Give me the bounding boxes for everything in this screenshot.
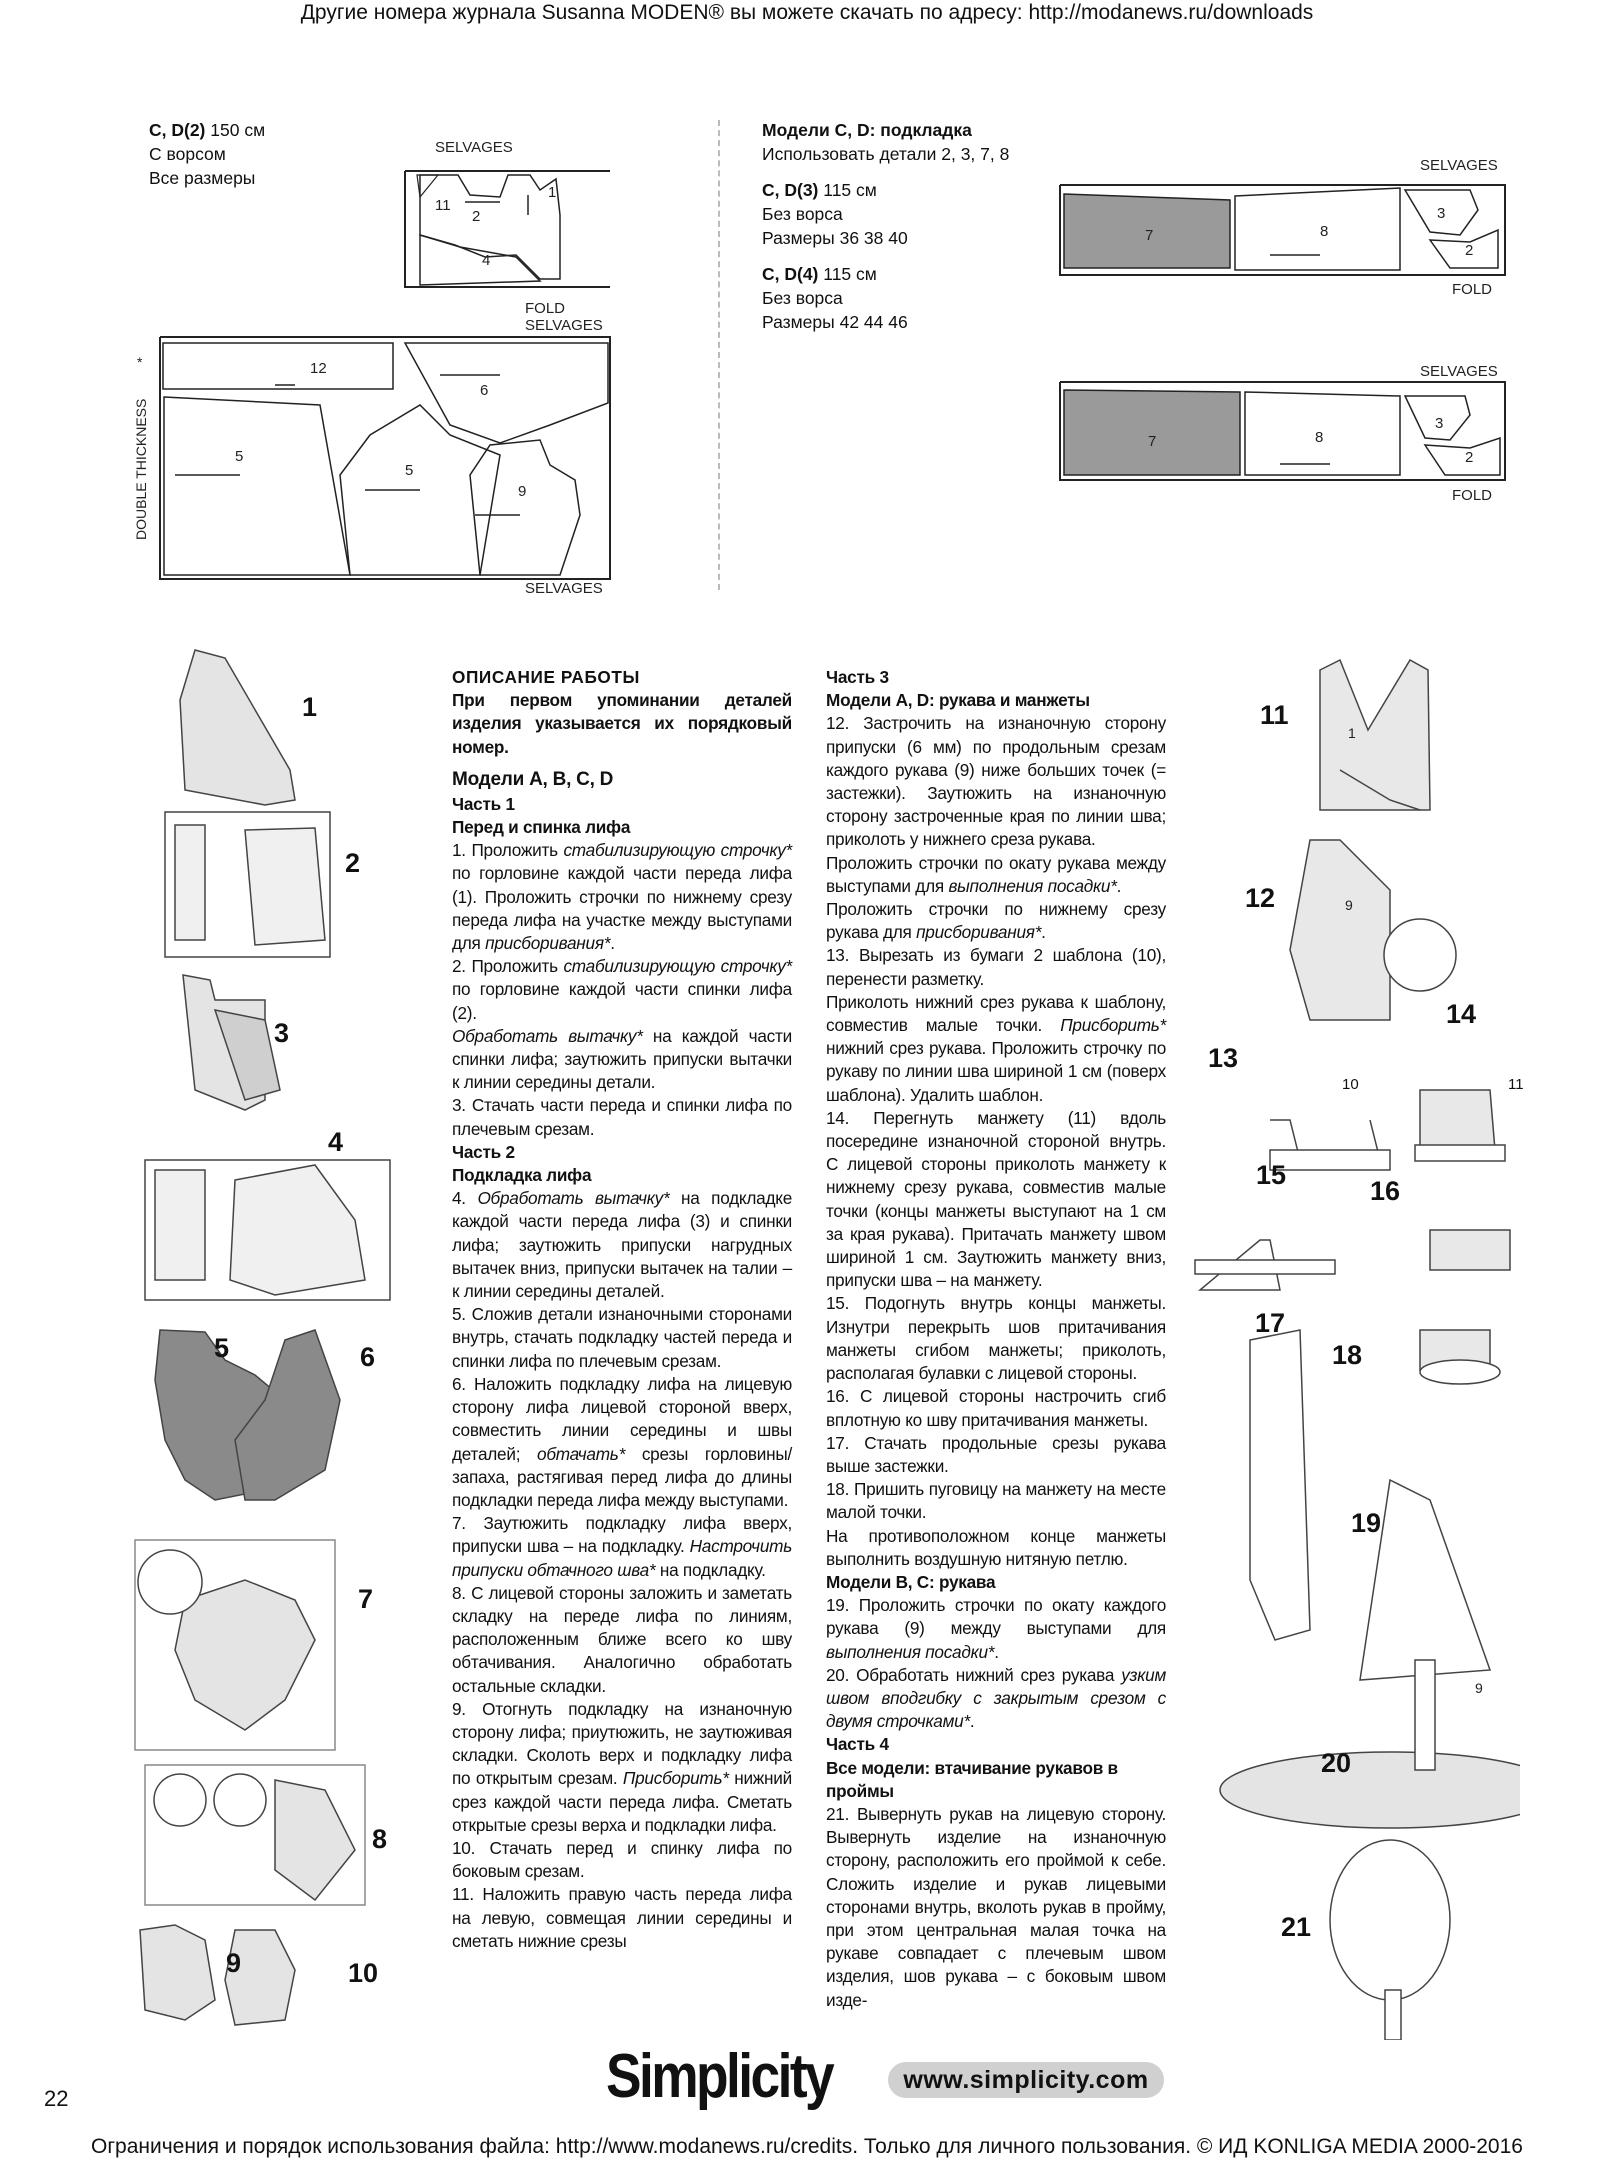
use-parts: Использовать детали 2, 3, 7, 8: [762, 144, 1010, 164]
piece-label: 11: [435, 197, 451, 214]
sizes-note: Размеры 42 44 46: [762, 312, 908, 332]
part-heading: Часть 4: [826, 1734, 889, 1755]
step-3: 3. Стачать части переда и спинки лифа по плечевым срезам.: [452, 1095, 792, 1139]
figure-number: 7: [358, 1584, 374, 1614]
step-7: 7. Заутюжить подкладку лифа вверх, припуски шва – на подкладку. Настрочить припуски обтачного шва* на подкладку.: [452, 1513, 792, 1580]
instructions-column-1: [452, 666, 792, 1953]
selvages-label: SELVAGES: [525, 580, 603, 597]
step-17: 17. Стачать продольные срезы рукава выше застежки.: [826, 1432, 1166, 1476]
part-title: Модели A, D: рукава и манжеты: [826, 690, 1090, 711]
piece-label: 8: [1320, 223, 1329, 240]
piece-label: 3: [1435, 415, 1444, 432]
step-2: 2. Проложить стабилизирующую строчку* по горловине каждой части спинки лифа (2).: [452, 956, 792, 1023]
step-4: 4. Обработать вытачку* на подкладке каждой части переда лифа (3) и спинки лифа; заутюжить припуски нагрудных вытачек вниз, припуски вытачек на талии – к линии середины деталей.: [452, 1188, 793, 1302]
figure-number: 1: [302, 692, 318, 722]
step-12c: Проложить строчки по нижнему срезу рукава для присборивания*.: [826, 899, 1166, 943]
piece-label: 9: [1345, 897, 1353, 913]
figure-number: 19: [1351, 1508, 1382, 1538]
step-20: 20. Обработать нижний срез рукава узким швом вподгибку с закрытым срезом с двумя строчками*.: [826, 1664, 1166, 1732]
size-label: C, D(3): [762, 180, 819, 200]
figure-number: 21: [1281, 1912, 1312, 1942]
step-12: 12. Застрочить на изнаночную сторону припуски (6 мм) по продольным срезам каждого рукава (9) ниже больших точек (= застежки). Заутюжить на изнаночную сторону застроченные края по линии шва; приколоть у нижнего среза рукава.: [826, 713, 1166, 850]
fabric-width: 115 см: [823, 180, 877, 200]
step-21: 21. Вывернуть рукав на лицевую сторону. Вывернуть изделие на изнаночную сторону, расположить его проймой к себе. Сложить изделие и рукав лицевыми сторонами внутрь, вколоть рукав в пройму, при этом центральная малая точка на рукаве совпадает с плечевым швом изделия, шов рукава – с боковым швом изде-: [826, 1803, 1166, 2010]
section-title: ОПИСАНИЕ РАБОТЫ: [452, 667, 640, 687]
nap-note: Без ворса: [762, 204, 843, 224]
models-heading: Модели B, C: рукава: [826, 1571, 996, 1592]
piece-label: 7: [1145, 227, 1154, 244]
figure-number: 5: [214, 1333, 230, 1363]
fabric-width: 150 см: [210, 120, 266, 140]
figure-number: 3: [274, 1018, 290, 1048]
step-10: 10. Стачать перед и спинку лифа по боковым срезам.: [452, 1837, 792, 1882]
figure-number: 16: [1370, 1176, 1401, 1206]
step-14: 14. Перегнуть манжету (11) вдоль посередине изнаночной стороной внутрь. С лицевой стороны приколоть манжету к нижнему срезу рукава, совместив малые точки (концы манжеты выступают на 1 см за края рукава). Притачать манжету швом шириной 1 см. Заутюжить манжету вниз, припуски шва – на манжету.: [826, 1107, 1166, 1291]
step-8: 8. С лицевой стороны заложить и заметать складку на переде лифа по линиям, расположенным ближе всего ко шву обтачивания. Аналогично обработать остальные складки.: [452, 1582, 792, 1696]
size-label: C, D(2): [149, 120, 206, 140]
piece-label: 4: [482, 252, 491, 269]
figure-number: 2: [345, 848, 361, 878]
step-12b: Проложить строчки по окату рукава между выступами для выполнения посадки*.: [826, 852, 1166, 896]
sizes-note: Все размеры: [149, 168, 256, 188]
part-title: Все модели: втачивание рукавов в проймы: [826, 1757, 1118, 1801]
part-heading: Часть 2: [452, 1141, 515, 1162]
column-separator: [718, 120, 720, 590]
figure-number: 17: [1255, 1308, 1286, 1338]
lining-heading: Модели C, D: подкладка: [762, 120, 972, 140]
brand-url[interactable]: www.simplicity.com: [888, 2062, 1164, 2098]
part-heading: Часть 3: [826, 667, 889, 687]
size-label: C, D(4): [762, 264, 819, 284]
sizes-note: Размеры 36 38 40: [762, 228, 908, 248]
figure-number: 8: [372, 1824, 388, 1854]
figure-number: 20: [1321, 1748, 1352, 1778]
figure-number: 11: [1260, 700, 1289, 730]
part-heading: Часть 1: [452, 793, 515, 814]
piece-label: 11: [1508, 1076, 1524, 1093]
selvages-label: SELVAGES: [525, 317, 603, 334]
figure-number: 15: [1256, 1160, 1287, 1190]
nap-note: Без ворса: [762, 288, 843, 308]
piece-label: 1: [548, 184, 557, 201]
step-18b: На противоположном конце манжеты выполнить воздушную нитяную петлю.: [826, 1525, 1166, 1569]
piece-label: 8: [1315, 429, 1324, 446]
page-number: 22: [44, 2086, 69, 2111]
piece-label: 6: [480, 382, 489, 399]
step-18: 18. Пришить пуговицу на манжету на месте малой точки.: [826, 1479, 1166, 1523]
step-19: 19. Проложить строчки по окату каждого рукава (9) между выступами для выполнения посадки*.: [826, 1595, 1166, 1662]
figure-number: 18: [1332, 1340, 1363, 1370]
piece-label: 10: [1342, 1076, 1359, 1093]
header-note: Другие номера журнала Susanna MODEN® вы можете скачать по адресу: http://modanews.ru/downloads: [300, 1, 1314, 24]
step-9: 9. Отогнуть подкладку на изнаночную сторону лифа; приутюжить, не заутюживая складки. Сколоть верх и подкладку лифа по открытым срезам. Присборить* нижний срез каждой части переда лифа. Сметать открытые срезы верха и подкладки лифа.: [452, 1698, 792, 1835]
brand-logo: Simplicity: [606, 2042, 833, 2111]
step-6: 6. Наложить подкладку лифа на лицевую сторону лифа лицевой стороной вверх, совместить линии середины и швы деталей; обтачать* срезы горловины/запаха, растягивая перед лифа до длины подкладки переда лифа между выступами.: [452, 1373, 792, 1510]
step-2-dart: Обработать вытачку* на каждой части спинки лифа; заутюжить припуски вытачки к линии середины детали.: [452, 1025, 792, 1093]
fold-label: FOLD: [1452, 281, 1493, 298]
selvages-label: SELVAGES: [1420, 363, 1498, 380]
step-13: 13. Вырезать из бумаги 2 шаблона (10), перенести разметку.: [826, 945, 1166, 989]
step-16: 16. С лицевой стороны настрочить сгиб вплотную ко шву притачивания манжеты.: [826, 1386, 1166, 1430]
intro-text: При первом упоминании деталей изделия указывается их порядковый номер.: [452, 690, 792, 757]
instructions-column-2: [826, 666, 1166, 2012]
star-mark: *: [137, 354, 143, 370]
piece-label: 12: [310, 360, 327, 377]
piece-label: 5: [405, 462, 414, 479]
figure-number: 14: [1446, 999, 1477, 1029]
step-15: 15. Подогнуть внутрь концы манжеты. Изнутри перекрыть шов притачивания манжеты сгибом манжеты; приколоть, располагая булавки с лицевой стороны.: [826, 1293, 1166, 1384]
fold-label: FOLD: [525, 300, 566, 317]
figure-number: 6: [360, 1342, 376, 1372]
selvages-label: SELVAGES: [435, 139, 513, 156]
piece-label: 2: [1465, 242, 1474, 259]
step-5: 5. Сложив детали изнаночными сторонами внутрь, стачать подкладку частей переда и спинки лифа по плечевым срезам.: [452, 1304, 792, 1371]
piece-label: 9: [1475, 1680, 1483, 1696]
piece-label: 1: [1348, 725, 1356, 741]
step-13b: Приколоть нижний срез рукава к шаблону, совместив малые точки. Присборить* нижний срез рукава. Проложить строчку по рукаву по линии шва шириной 1 см (поверх шаблона). Удалить шаблон.: [826, 991, 1166, 1105]
piece-label: 7: [1148, 433, 1157, 450]
step-11: 11. Наложить правую часть переда лифа на левую, совмещая линии середины и сметать нижние срезы: [452, 1884, 792, 1951]
part-title: Перед и спинка лифа: [452, 817, 631, 838]
step-1: 1. Проложить стабилизирующую строчку* по горловине каждой части переда лифа (1). Проложить строчки по нижнему срезу переда лифа на участке между выступами для присборивания*.: [452, 840, 792, 954]
piece-label: 3: [1437, 205, 1446, 222]
figure-number: 10: [348, 1958, 379, 1988]
nap-note: С ворсом: [149, 144, 226, 164]
piece-label: 5: [235, 448, 244, 465]
piece-label: 2: [472, 208, 481, 225]
fabric-width: 115 см: [823, 264, 877, 284]
models-heading: Модели A, B, C, D: [452, 768, 614, 790]
piece-label: 2: [1465, 449, 1474, 466]
figure-number: 4: [328, 1127, 344, 1157]
figure-number: 9: [226, 1948, 242, 1978]
piece-label: 9: [518, 483, 527, 500]
cutting-layout-right: [1050, 150, 1520, 510]
figure-number: 13: [1208, 1043, 1239, 1073]
part-title: Подкладка лифа: [452, 1165, 592, 1186]
footer-note: Ограничения и порядок использования файла: http://www.modanews.ru/credits. Только для личного пользования. © ИД KONLIGA MEDIA 2000-2016: [91, 2135, 1523, 2158]
figure-number: 12: [1245, 883, 1276, 913]
selvages-label: SELVAGES: [1420, 157, 1498, 174]
cutting-layout-left: [120, 135, 640, 605]
fold-label: FOLD: [1452, 487, 1493, 504]
layout-right-caption: [762, 118, 1009, 334]
double-thickness-label: DOUBLE THICKNESS: [133, 398, 149, 540]
